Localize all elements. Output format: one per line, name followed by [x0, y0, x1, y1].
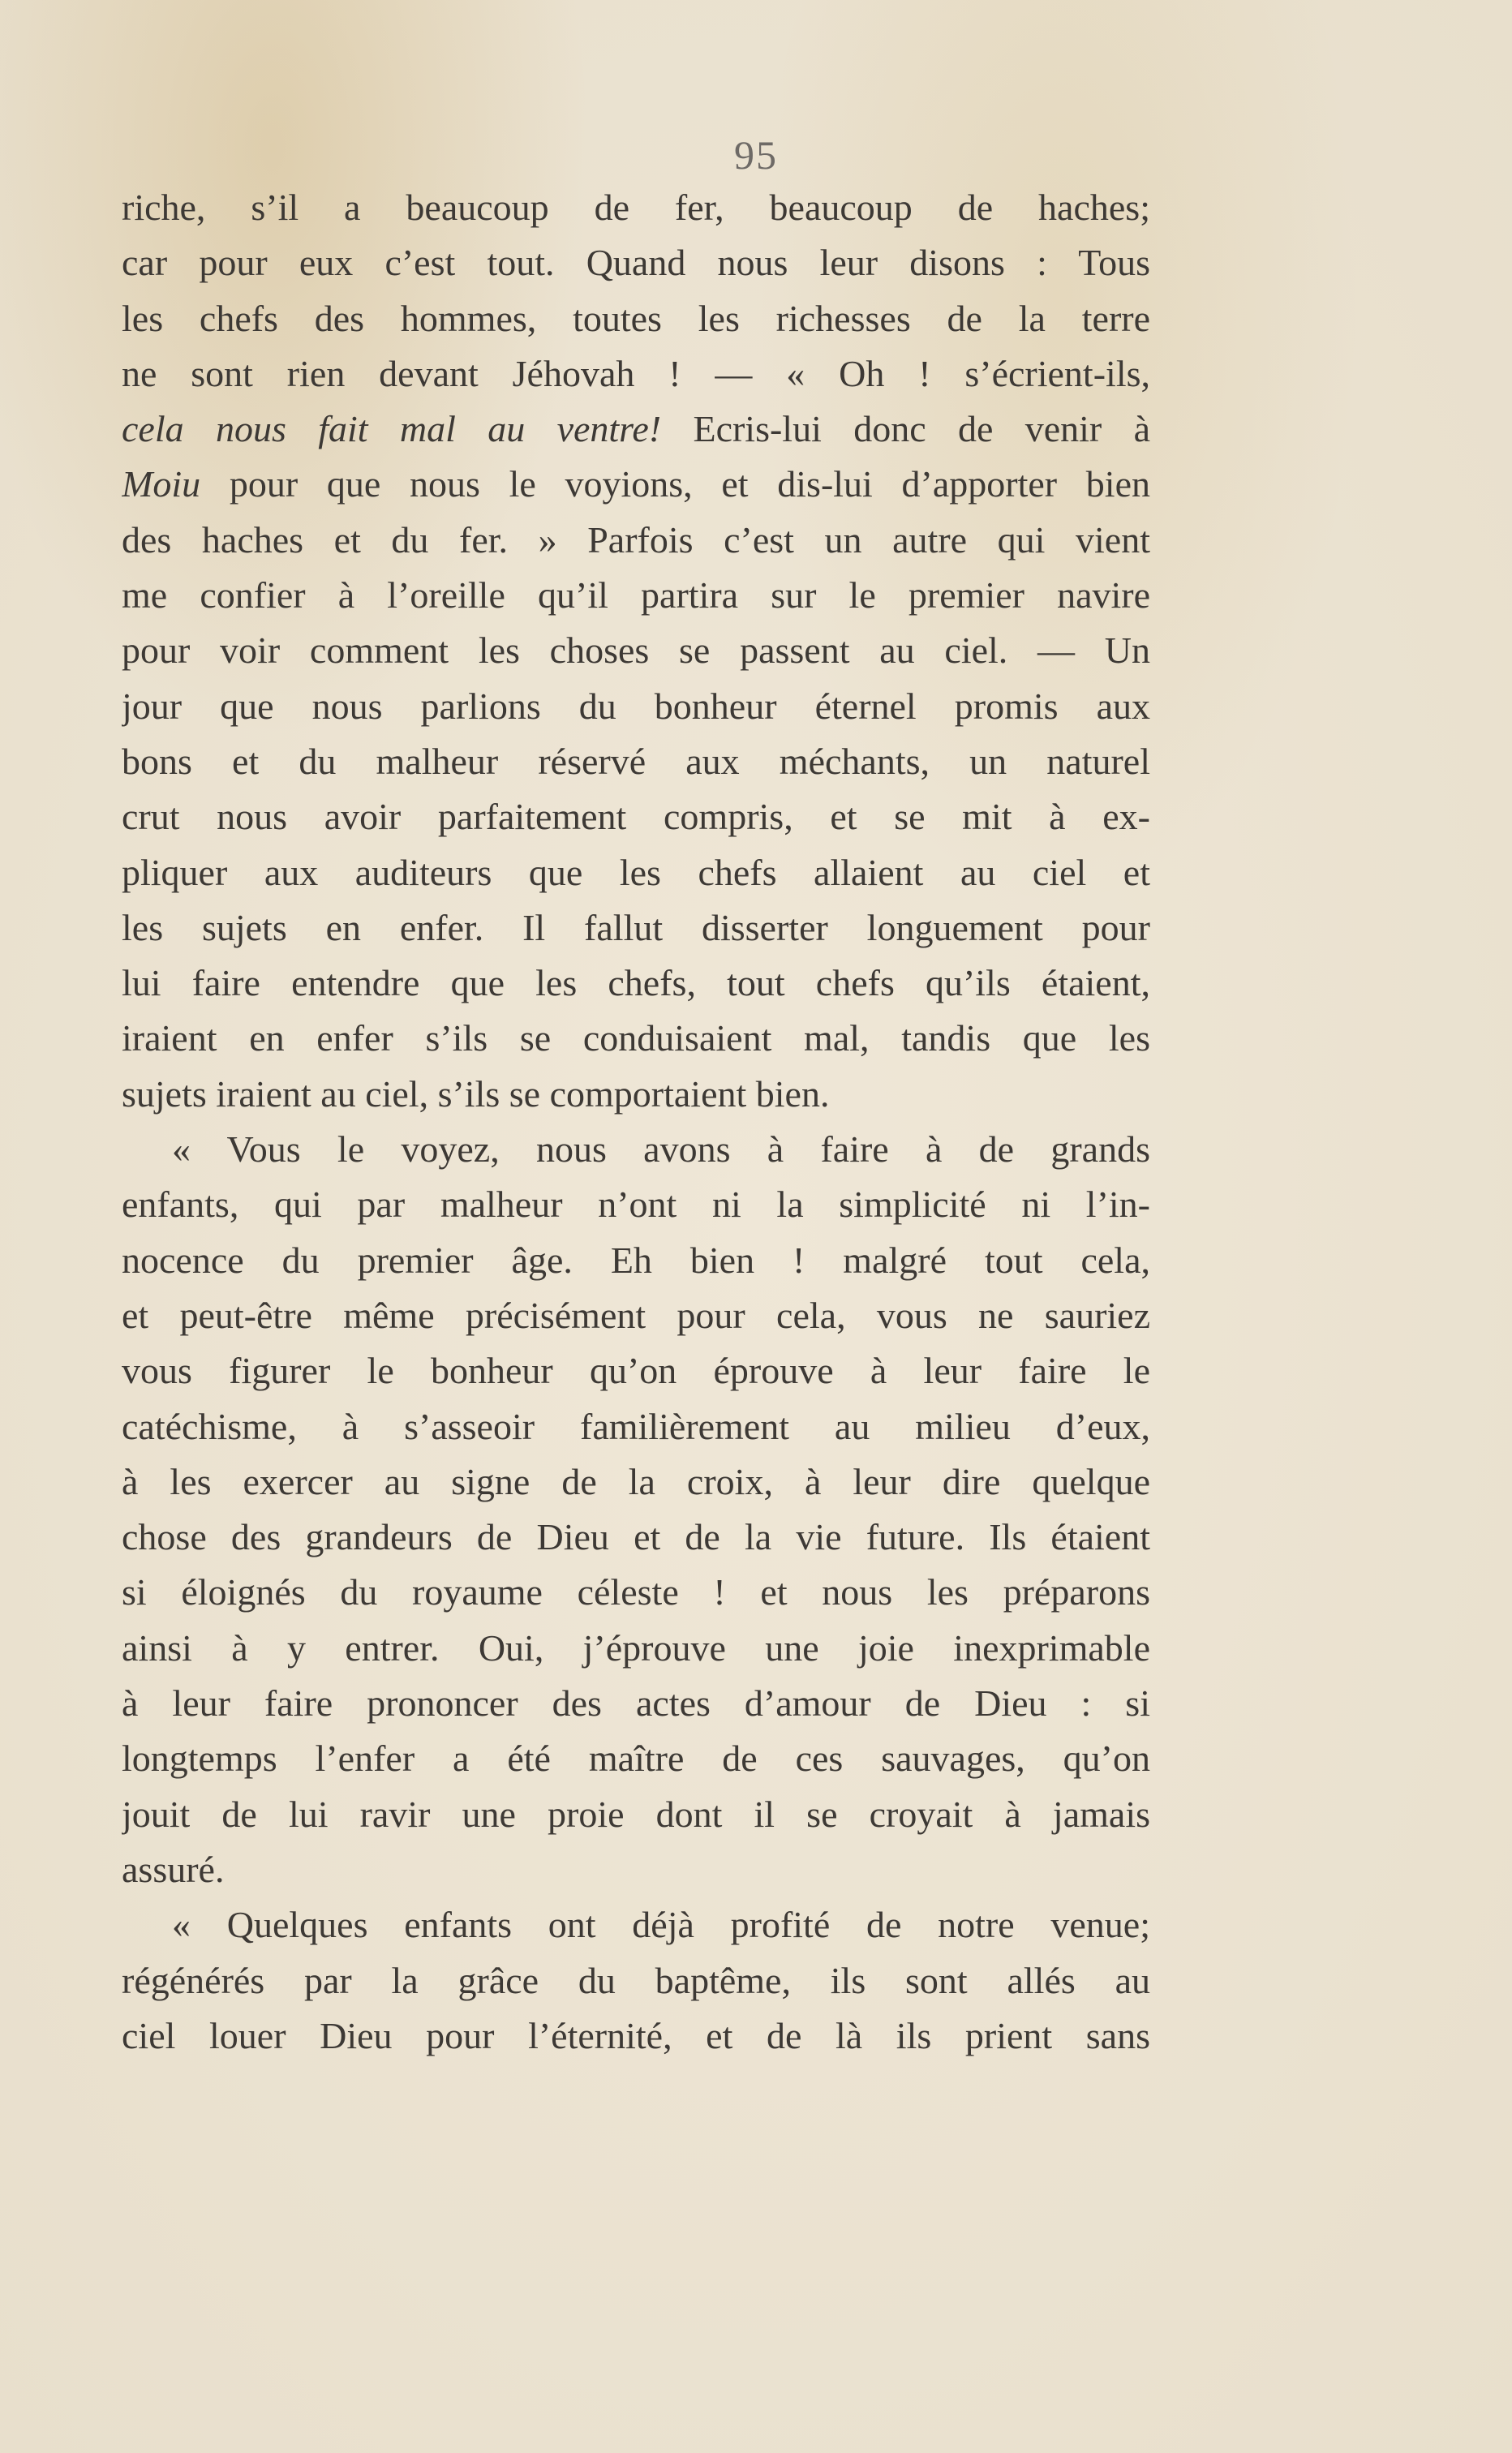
text-line — [122, 679, 1150, 734]
line-text: et peut-être même précisément pour cela, vous ne sauriez — [122, 1294, 1150, 1336]
text-line — [122, 1787, 1150, 1842]
text-line — [122, 1731, 1150, 1786]
text-line — [122, 1177, 1150, 1232]
line-text: Ecris-lui donc de venir à — [661, 408, 1150, 450]
italic-text: cela nous fait mal au ventre! — [122, 408, 662, 450]
text-line — [122, 457, 1150, 512]
text-line — [122, 513, 1150, 568]
line-text: à les exercer au signe de la croix, à leur dire quelque — [122, 1460, 1150, 1502]
text-line — [122, 1842, 1150, 1897]
body-text — [122, 180, 1150, 2064]
text-line — [122, 1399, 1150, 1454]
line-text: longtemps l’enfer a été maître de ces sauvages, qu’on — [122, 1738, 1150, 1780]
text-line — [122, 1122, 1150, 1177]
text-line — [122, 2008, 1150, 2064]
line-text: me confier à l’oreille qu’il partira sur le premier navire — [122, 574, 1150, 616]
line-text: lui faire entendre que les chefs, tout chefs qu’ils étaient, — [122, 962, 1150, 1004]
text-line — [122, 1454, 1150, 1510]
text-line — [122, 1897, 1150, 1953]
line-text: « Quelques enfants ont déjà profité de notre venue; — [172, 1904, 1150, 1946]
text-line — [122, 1067, 1150, 1122]
text-line — [122, 734, 1150, 789]
line-text: pour voir comment les choses se passent au ciel. — Un — [122, 629, 1150, 672]
line-text: si éloignés du royaume céleste ! et nous les préparons — [122, 1571, 1150, 1613]
line-text: nocence du premier âge. Eh bien ! malgré tout cela, — [122, 1239, 1150, 1281]
line-text: les sujets en enfer. Il fallut disserter longuement pour — [122, 906, 1150, 948]
text-line — [122, 1011, 1150, 1066]
line-text: catéchisme, à s’asseoir familièrement au milieu d’eux, — [122, 1405, 1150, 1447]
text-line — [122, 402, 1150, 457]
text-line — [122, 1288, 1150, 1343]
line-text: vous figurer le bonheur qu’on éprouve à leur faire le — [122, 1350, 1150, 1392]
text-line — [122, 291, 1150, 346]
line-text: car pour eux c’est tout. Quand nous leur disons : Tous — [122, 242, 1150, 284]
line-text: ciel louer Dieu pour l’éternité, et de là ils prient sans — [122, 2014, 1150, 2056]
line-text: ne sont rien devant Jéhovah ! — « Oh ! s’écrient-ils, — [122, 352, 1150, 394]
line-text: enfants, qui par malheur n’ont ni la simplicité ni l’in- — [122, 1184, 1150, 1226]
line-text: ainsi à y entrer. Oui, j’éprouve une joie inexprimable — [122, 1626, 1150, 1669]
line-text: pour que nous le voyions, et dis-lui d’apporter bien — [200, 463, 1150, 505]
text-line — [122, 1621, 1150, 1676]
text-line — [122, 1343, 1150, 1398]
text-line — [122, 1676, 1150, 1731]
line-text: assuré. — [122, 1848, 225, 1890]
line-text: pliquer aux auditeurs que les chefs allaient au ciel et — [122, 851, 1150, 893]
text-line — [122, 623, 1150, 678]
text-line — [122, 789, 1150, 844]
line-text: les chefs des hommes, toutes les richesses de la terre — [122, 297, 1150, 339]
line-text: « Vous le voyez, nous avons à faire à de grands — [172, 1128, 1150, 1171]
line-text: crut nous avoir parfaitement compris, et se mit à ex- — [122, 796, 1150, 838]
text-line — [122, 180, 1150, 235]
text-line — [122, 235, 1150, 290]
text-line — [122, 568, 1150, 623]
line-text: riche, s’il a beaucoup de fer, beaucoup de haches; — [122, 187, 1150, 228]
text-line — [122, 845, 1150, 900]
text-line — [122, 1953, 1150, 2008]
line-text: sujets iraient au ciel, s’ils se comportaient bien. — [122, 1072, 830, 1115]
line-text: à leur faire prononcer des actes d’amour de Dieu : si — [122, 1682, 1150, 1725]
page-number: 95 — [734, 132, 778, 178]
text-line — [122, 1565, 1150, 1620]
italic-text: Moiu — [122, 463, 201, 505]
line-text: bons et du malheur réservé aux méchants, un naturel — [122, 740, 1150, 782]
text-line — [122, 346, 1150, 402]
line-text: des haches et du fer. » Parfois c’est un autre qui vient — [122, 518, 1150, 561]
text-line — [122, 1233, 1150, 1288]
line-text: régénérés par la grâce du baptême, ils sont allés au — [122, 1959, 1150, 2001]
text-line — [122, 900, 1150, 956]
line-text: jour que nous parlions du bonheur éternel promis aux — [122, 685, 1150, 727]
text-line — [122, 956, 1150, 1011]
line-text: iraient en enfer s’ils se conduisaient mal, tandis que les — [122, 1017, 1150, 1059]
line-text: jouit de lui ravir une proie dont il se croyait à jamais — [122, 1793, 1150, 1835]
text-line — [122, 1510, 1150, 1565]
line-text: chose des grandeurs de Dieu et de la vie future. Ils étaient — [122, 1516, 1150, 1558]
